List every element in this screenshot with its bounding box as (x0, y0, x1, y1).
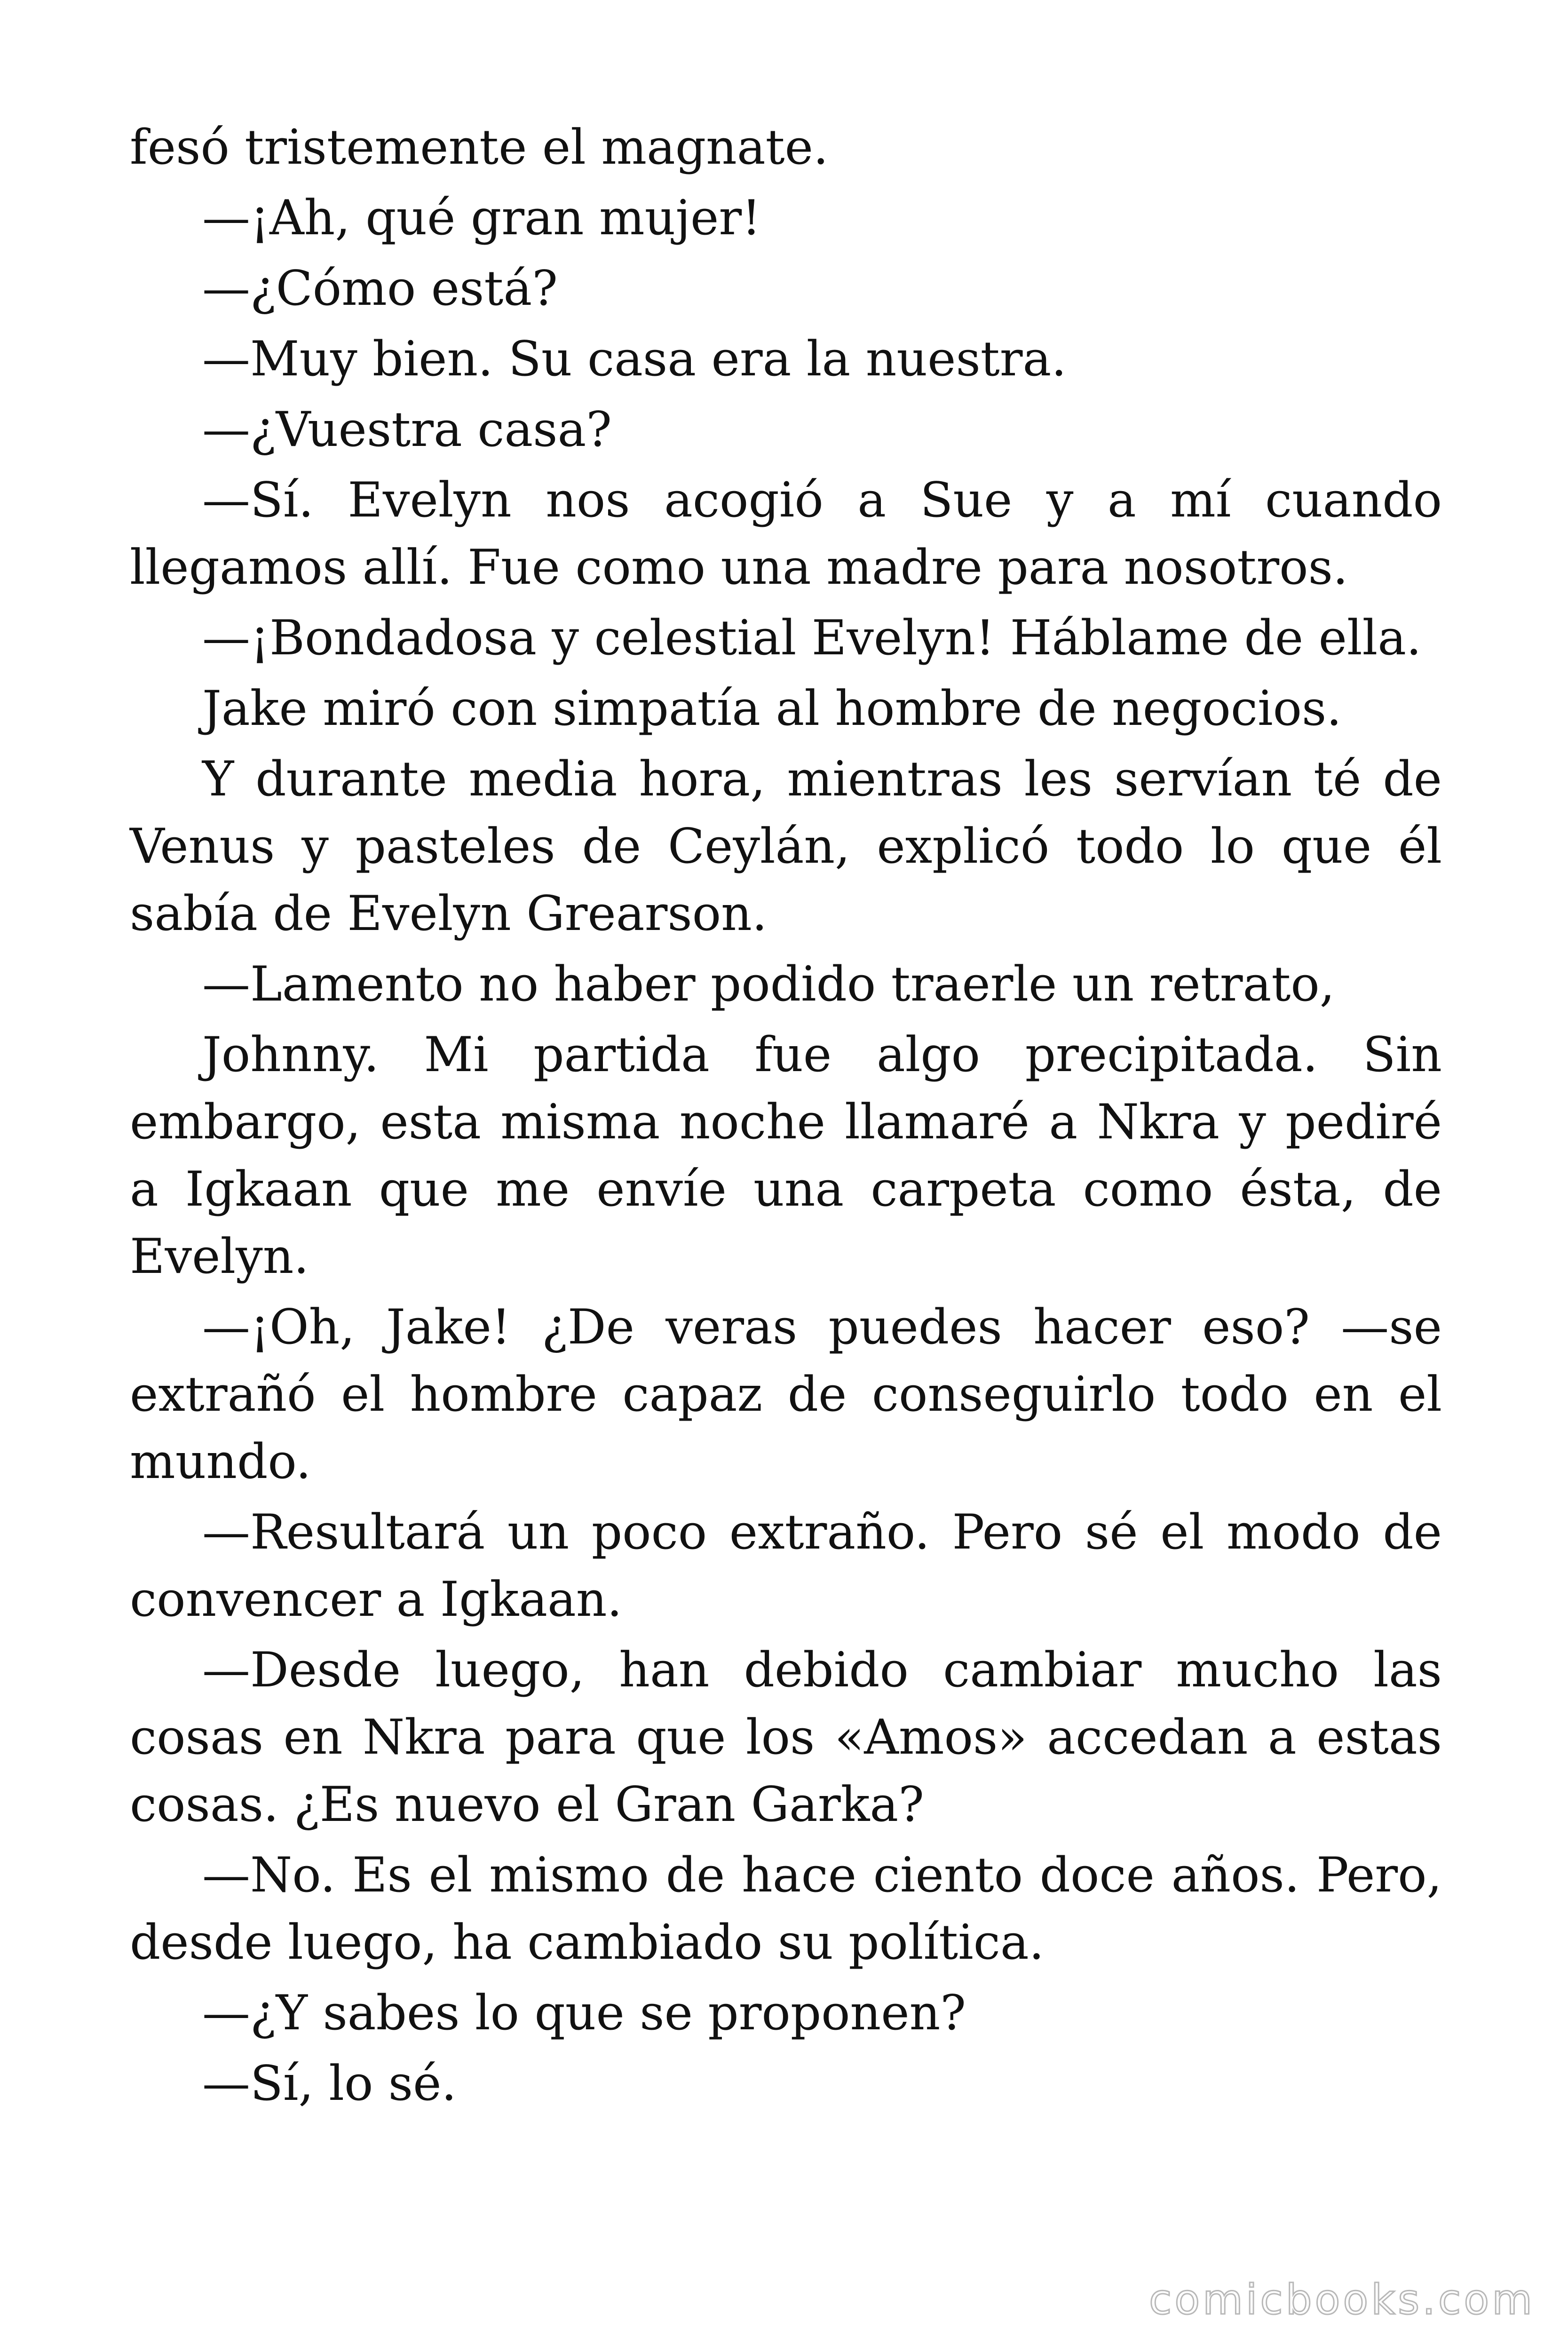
paragraph-7: —¡Bondadosa y celestial Evelyn! Háblame de ella. (202, 610, 1422, 666)
paragraph-9: Y durante media hora, mientras les servían té de Venus y pasteles de Ceylán, explicó todo lo que él sabía de Evelyn Grearson. (130, 751, 1442, 942)
paragraph-11: Johnny. Mi partida fue algo precipitada. Sin embargo, esta misma noche llamaré a Nkra y pediré a Igkaan que me envíe una carpeta como ésta, de Evelyn. (130, 1027, 1442, 1285)
paragraph-14: —Desde luego, han debido cambiar mucho las cosas en Nkra para que los «Amos» accedan a estas cosas. ¿Es nuevo el Gran Garka? (130, 1642, 1442, 1833)
paragraph-15: —No. Es el mismo de hace ciento doce años. Pero, desde luego, ha cambiado su política. (130, 1847, 1442, 1971)
paragraph-5: —¿Vuestra casa? (202, 402, 612, 458)
paragraph-10: —Lamento no haber podido traerle un retrato, (202, 956, 1335, 1012)
paragraph-2: —¡Ah, qué gran mujer! (202, 190, 761, 246)
paragraph-1: fesó tristemente el magnate. (130, 119, 829, 175)
page-text (130, 114, 1442, 2121)
paragraph-16: —¿Y sabes lo que se proponen? (202, 1985, 966, 2041)
paragraph-13: —Resultará un poco extraño. Pero sé el modo de convencer a Igkaan. (130, 1504, 1442, 1628)
paragraph-12: —¡Oh, Jake! ¿De veras puedes hacer eso? —se extrañó el hombre capaz de conseguirlo todo en el mundo. (130, 1299, 1442, 1490)
paragraph-8: Jake miró con simpatía al hombre de negocios. (202, 681, 1342, 737)
paragraph-3: —¿Cómo está? (202, 261, 558, 317)
paragraph-4: —Muy bien. Su casa era la nuestra. (202, 331, 1067, 387)
paragraph-6: —Sí. Evelyn nos acogió a Sue y a mí cuando llegamos allí. Fue como una madre para nosotros. (130, 472, 1442, 596)
paragraph-17: —Sí, lo sé. (202, 2056, 457, 2112)
watermark: comicbooks.com (1148, 2275, 1535, 2324)
